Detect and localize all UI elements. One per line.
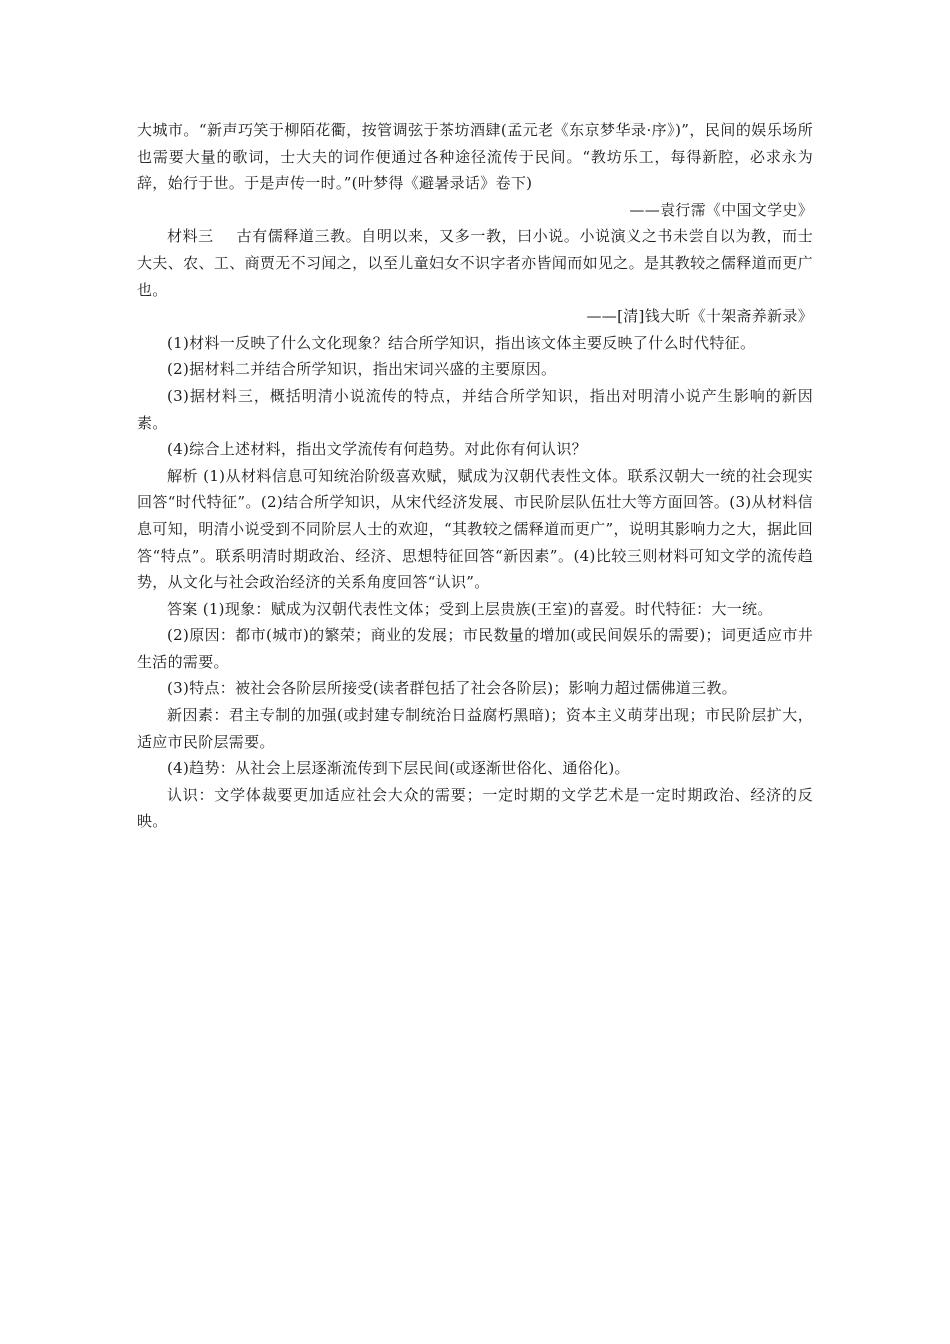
material-3-label: 材料三 [167,227,214,246]
analysis-text: (1)从材料信息可知统治阶级喜欢赋，赋成为汉朝代表性文体。联系汉朝大一统的社会现实回答“时代特征”。(2)结合所学知识，从宋代经济发展、市民阶层队伍壮大等方面回答。(3)从材料信息可知，明清小说受到不同阶层人士的欢迎，“其教较之儒释道而更广”，说明其影响力之大，据此回答“特点”。联系明清时期政治、经济、思想特征回答“新因素”。(4)比较三则材料可知文学的流传趋势，从文化与社会政治经济的关系角度回答“认识”。 [137,466,813,592]
document-page [137,117,813,835]
question-1: (1)材料一反映了什么文化现象？结合所学知识，指出该文体主要反映了什么时代特征。 [167,333,756,352]
material-2-source: ——袁行霈《中国文学史》 [629,200,813,219]
analysis [137,463,813,596]
question-2: (2)据材料二并结合所学知识，指出宋词兴盛的主要原因。 [167,360,557,379]
answer-1 [137,596,813,623]
answer-4-understanding: 认识：文学体裁要更加适应社会大众的需要；一定时期的文学艺术是一定时期政治、经济的反映。 [137,785,813,831]
material-3 [137,223,813,303]
material-3-source: ——[清]钱大昕《十架斋养新录》 [586,307,813,326]
answer-4: (4)趋势：从社会上层逐渐流传到下层民间(或逐渐世俗化、通俗化)。 [167,759,630,778]
answer-3: (3)特点：被社会各阶层所接受(读者群包括了社会各阶层)；影响力超过儒佛道三教。 [167,679,737,698]
material-2-continuation: 大城市。“新声巧笑于柳陌花衢，按管调弦于茶坊酒肆(孟元老《东京梦华录·序》)”，民间的娱乐场所也需要大量的歌词，士大夫的词作便通过各种途径流传于民间。“教坊乐工，每得新腔，必求永为辞，始行于世。于是声传一时。”(叶梦得《避暑录话》卷下) [137,121,813,193]
answer-1-text: (1)现象：赋成为汉朝代表性文体；受到上层贵族(王室)的喜爱。时代特征：大一统。 [202,599,773,618]
answer-2: (2)原因：都市(城市)的繁荣；商业的发展；市民数量的增加(或民间娱乐的需要)；词更适应市井生活的需要。 [137,626,813,671]
question-4: (4)综合上述材料，指出文学流传有何趋势。对此你有何认识？ [167,440,587,459]
material-3-text: 古有儒释道三教。自明以来，又多一教，曰小说。小说演义之书未尝自以为教，而士大夫、农、工、商贾无不习闻之，以至儿童妇女不识字者亦皆闻而如见之。是其教较之儒释道而更广也。 [137,227,813,299]
analysis-label: 解析 [167,466,198,485]
question-3: (3)据材料三，概括明清小说流传的特点，并结合所学知识，指出对明清小说产生影响的新因素。 [137,386,813,432]
answer-label: 答案 [167,599,198,618]
answer-3-new-factors: 新因素：君主专制的加强(或封建专制统治日益腐朽黑暗)；资本主义萌芽出现；市民阶层扩大，适应市民阶层需要。 [137,706,813,751]
